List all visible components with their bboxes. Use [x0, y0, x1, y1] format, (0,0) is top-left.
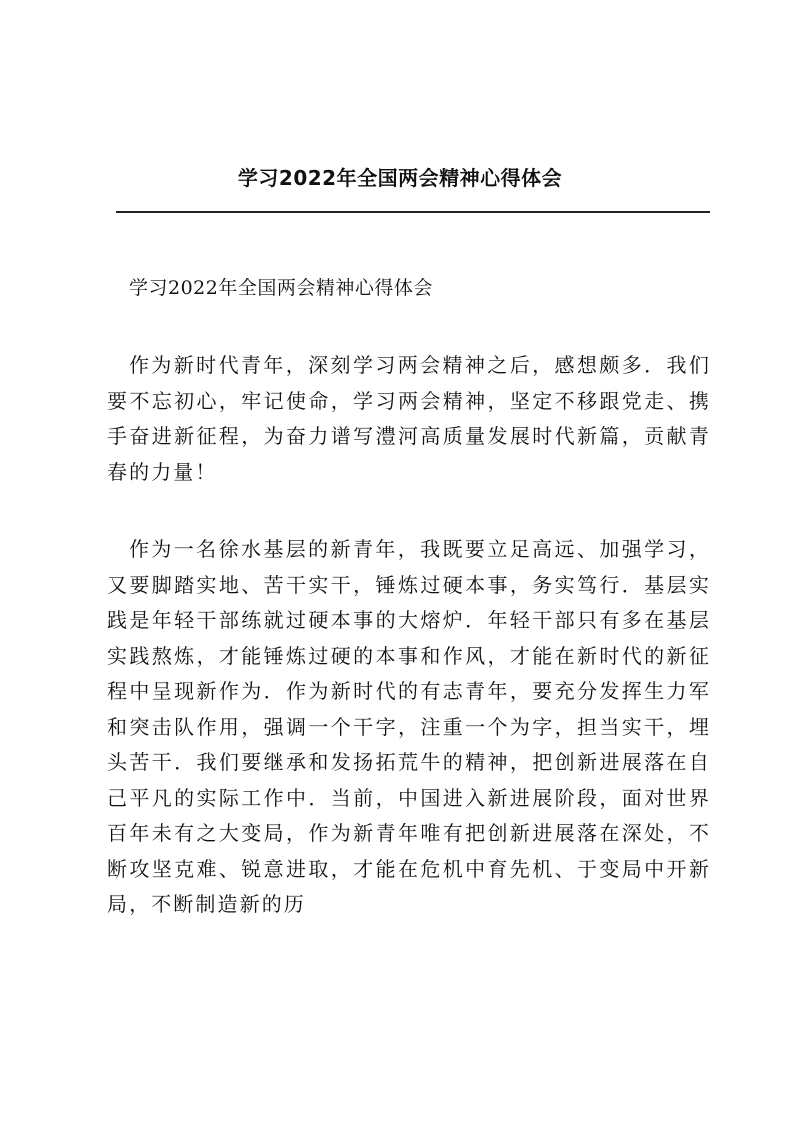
paragraph-1: 作为新时代青年，深刻学习两会精神之后，感想颇多．我们要不忘初心，牢记使命，学习两会精神，坚定不移跟党走、携手奋进新征程，为奋力谱写澧河高质量发展时代新篇，贡献青春的力量！: [107, 353, 711, 484]
document-body: [107, 270, 711, 923]
document-subtitle: 学习2022年全国两会精神心得体会: [129, 277, 433, 299]
title-divider: [116, 211, 710, 213]
paragraph-2: 作为一名徐水基层的新青年，我既要立足高远、加强学习，又要脚踏实地、苦干实干，锤炼过硬本事，务实笃行．基层实践是年轻干部练就过硬本事的大熔炉．年轻干部只有多在基层实践熬炼，才能锤炼过硬的本事和作风，才能在新时代的新征程中呈现新作为．作为新时代的有志青年，要充分发挥生力军和突击队作用，强调一个干字，注重一个为字，担当实干，埋头苦干．我们要继承和发扬拓荒牛的精神，把创新进展落在自己平凡的实际工作中．当前，中国进入新进展阶段，面对世界百年未有之大变局，作为新青年唯有把创新进展落在深处，不断攻坚克难、锐意进取，才能在危机中育先机、于变局中开新局，不断制造新的历: [107, 537, 711, 916]
document-title: 学习2022年全国两会精神心得体会: [237, 166, 563, 190]
paragraph-spacer: [107, 306, 711, 348]
paragraph-spacer: [107, 490, 711, 532]
